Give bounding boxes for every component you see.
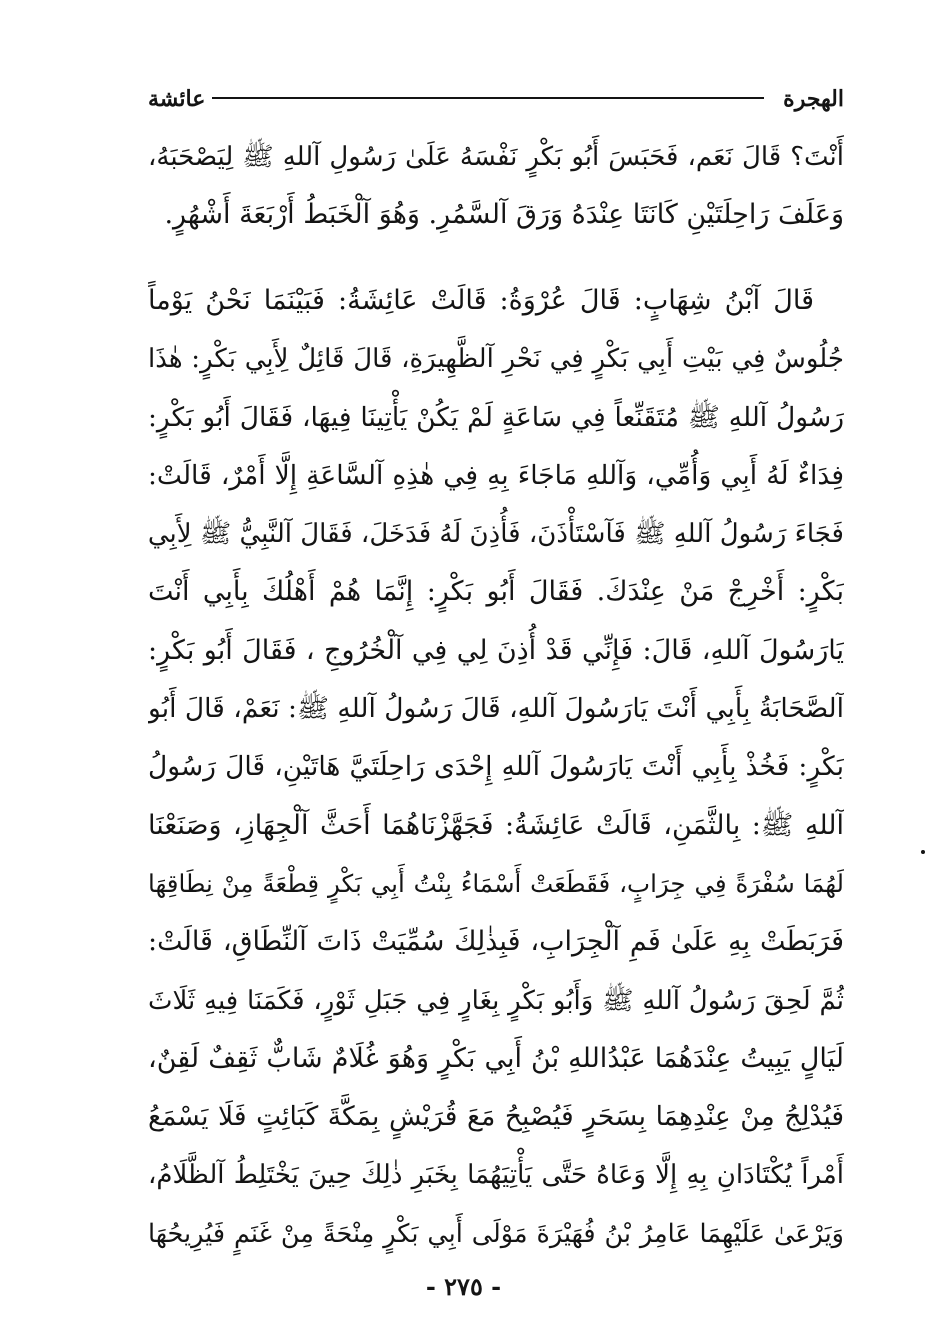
text-line: فَرَبَطَتْ بِهِ عَلَىٰ فَمِ آلْجِرَابِ، فَبِذٰلِكَ سُمِّيَتْ ذَاتَ آلنِّطَاقِ، قَالَتْ: — [148, 926, 844, 958]
section-title: الهجرة — [783, 86, 844, 112]
text-line: آلصَّحَابَةُ بِأَبِي أَنْتَ يَارَسُولَ آللهِ، قَالَ رَسُولُ آللهِ ﷺ: نَعَمْ، قَالَ أَبُو — [148, 693, 844, 725]
text-line: رَسُولُ آللهِ ﷺ مُتَقَنِّعاً فِي سَاعَةٍ لَمْ يَكُنْ يَأْتِينَا فِيهَا، فَقَالَ أَبُو بَكْرٍ: — [148, 401, 844, 433]
text-line: لَيَالٍ يَبِيتُ عِنْدَهُمَا عَبْدُاللهِ بْنُ أَبِي بَكْرٍ وَهُوَ غُلَامٌ شَابٌّ ثَقِفٌ لَقِنٌ، — [148, 1042, 844, 1074]
text-line: بَكْرٍ: أَخْرِجْ مَنْ عِنْدَكَ. فَقَالَ أَبُو بَكْرٍ: إِنَّمَا هُمْ أَهْلُكَ بِأَبِي أَنْتَ — [148, 576, 844, 608]
paragraph-2 — [148, 272, 844, 1263]
paragraph-1 — [148, 128, 844, 244]
page-number: - ٢٧٥ - — [425, 1272, 502, 1301]
text-line: فِدَاءٌ لَهُ أَبِي وَأُمِّي، وَآللهِ مَاجَاءَ بِهِ فِي هٰذِهِ آلسَّاعَةِ إِلَّا أَمْرٌ، قَالَتْ: — [148, 459, 844, 491]
text-line: فَيُدْلِجُ مِنْ عِنْدِهِمَا بِسَحَرٍ فَيُصْبِحُ مَعَ قُرَيْشٍ بِمَكَّةَ كَبَائِتٍ فَلَا يَسْمَعُ — [148, 1101, 844, 1133]
margin-mark — [921, 850, 925, 854]
topic-title: عائشة — [148, 86, 206, 112]
text-line: يَارَسُولَ آللهِ، قَالَ: فَإِنِّي قَدْ أُذِنَ لِي فِي آلْخُرُوجِ ، فَقَالَ أَبُو بَكْرٍ: — [148, 634, 844, 666]
text-line: لَهُمَا سُفْرَةً فِي جِرَابٍ، فَقَطَعَتْ أَسْمَاءُ بِنْتُ أَبِي بَكْرٍ قِطْعَةً مِنْ نِطَاقِهَا — [148, 868, 844, 898]
text-line: وَعَلَفَ رَاحِلَتَيْنِ كَانَتَا عِنْدَهُ وَرَقَ آلسَّمُرِ. وَهُوَ آلْخَبَطُ أَرْبَعَةَ أَشْهُرٍ. — [164, 199, 844, 230]
text-line: جُلُوسٌ فِي بَيْتِ أَبِي بَكْرٍ فِي نَحْرِ آلظَّهِيرَةِ، قَالَ قَائِلٌ لِأَبِي بَكْرٍ: هٰذَا — [148, 344, 844, 375]
text-line: أَنْتَ؟ قَالَ نَعَم، فَحَبَسَ أَبُو بَكْرٍ نَفْسَهُ عَلَىٰ رَسُولِ آللهِ ﷺ لِيَصْحَبَهُ، — [148, 142, 844, 172]
text-line: أَمْراً يُكْتَادَانِ بِهِ إِلَّا وَعَاهُ حَتَّى يَأْتِيَهُمَا بِخَبَرِ ذٰلِكَ حِينَ يَخْتَلِطُ آلظَّلَامُ، — [148, 1160, 844, 1191]
header-rule — [212, 97, 764, 99]
text-line-content: قَالَ آبْنُ شِهَابٍ: قَالَ عُرْوَةُ: قَالَتْ عَائِشَةُ: فَبَيْنَمَا نَحْنُ يَوْماً — [148, 285, 814, 316]
text-line: ثُمَّ لَحِقَ رَسُولُ آللهِ ﷺ وَأَبُو بَكْرٍ بِغَارٍ فِي جَبَلِ ثَوْرٍ، فَكَمَنَا فِيهِ ثَلَاثَ — [148, 985, 844, 1016]
text-line: وَيَرْعَىٰ عَلَيْهِمَا عَامِرُ بْنُ فُهَيْرَةَ مَوْلَى أَبِي بَكْرٍ مِنْحَةً مِنْ غَنَمٍ فَيُرِيحُهَا — [148, 1218, 844, 1249]
text-line: آللهِ ﷺ: بِالثَّمَنِ، قَالَتْ عَائِشَةُ: فَجَهَّزْنَاهُمَا أَحَثَّ آلْجِهَازِ، وَصَنَعْنَا — [148, 809, 844, 841]
text-line — [148, 272, 844, 330]
text-line: فَجَاءَ رَسُولُ آللهِ ﷺ فَآسْتَأْذَنَ، فَأُذِنَ لَهُ فَدَخَلَ، فَقَالَ آلنَّبِيُّ ﷺ لِأَبِي — [148, 519, 844, 550]
text-line: بَكْرٍ: فَخُذْ بِأَبِي أَنْتَ يَارَسُولَ آللهِ إِحْدَى رَاحِلَتَيَّ هَاتَيْنِ، قَالَ رَسُولُ — [148, 751, 844, 783]
running-header — [148, 84, 844, 120]
